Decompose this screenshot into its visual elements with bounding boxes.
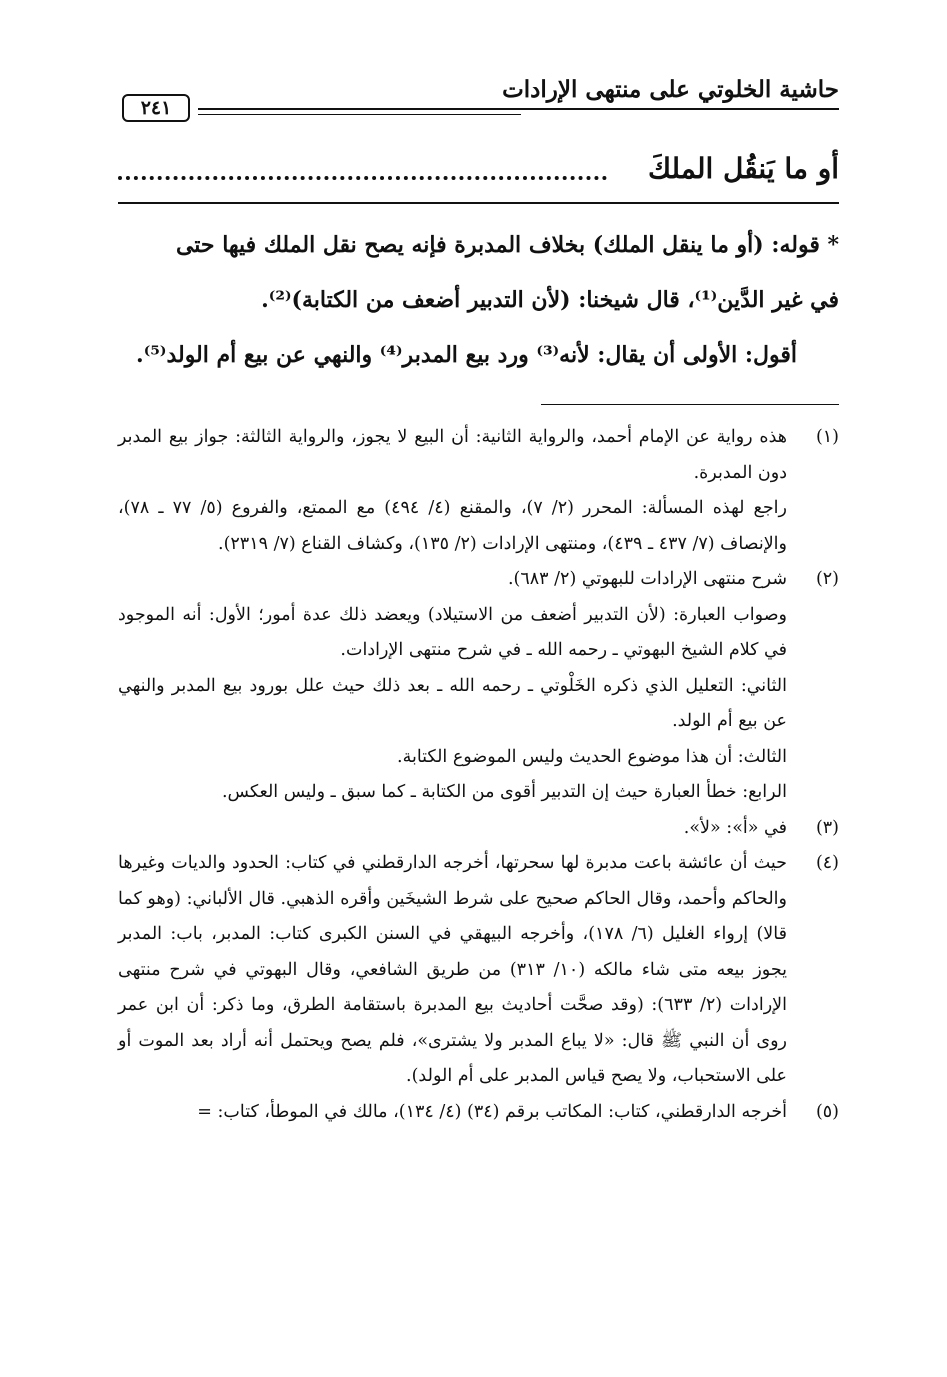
footnote-paragraph: شرح منتهى الإرادات للبهوتي (٢/ ٦٨٣). — [507, 569, 787, 589]
footnote-paragraph: وصواب العبارة: (لأن التدبير أضعف من الاستيلاد) ويعضد ذلك عدة أمور؛ الأول: أنه الموجود في كلام الشيخ البهوتي ـ رحمه الله ـ في شرح منتهى الإرادات. — [118, 604, 787, 660]
footnote-paragraph: الثاني: التعليل الذي ذكره الخَلْوتي ـ رحمه الله ـ بعد ذلك حيث علل بورود بيع المدبر والنهي عن بيع أم الولد. — [118, 675, 787, 731]
footnote-paragraph: أخرجه الدارقطني، كتاب: المكاتب برقم (٣٤) (٤/ ١٣٤)، مالك في الموطأ، كتاب: = — [197, 1101, 787, 1122]
page-number-text: ٢٤١ — [140, 97, 172, 119]
header-rule — [198, 108, 839, 110]
matn-rule — [118, 202, 839, 204]
header-rule-secondary — [198, 114, 521, 115]
matn-text: أو ما يَنقُل الملكَ — [647, 152, 839, 185]
page-number — [122, 94, 190, 122]
running-title: حاشية الخلوتي على منتهى الإرادات — [502, 76, 839, 103]
footnote-4 — [118, 846, 839, 1095]
matn-line — [118, 148, 839, 204]
footnote-number: (٣) — [815, 817, 839, 838]
footnote-paragraph: هذه رواية عن الإمام أحمد، والرواية الثانية: أن البيع لا يجوز، والرواية الثالثة: جواز بيع المدبر دون المدبرة. — [118, 427, 787, 483]
running-header — [118, 70, 839, 120]
footnote-number: (١) — [815, 427, 839, 447]
footnote-paragraph: في «أ»: «لأ». — [683, 817, 787, 838]
footnote-1 — [118, 420, 839, 562]
commentary-line-1: * قوله: (أو ما ينقل الملك) بخلاف المدبرة فإنه يصح نقل الملك فيها حتى — [175, 232, 839, 258]
commentary-line-3: أقول: الأولى أن يقال: لأنه⁽³⁾ ورد بيع المدبر⁽⁴⁾ والنهي عن بيع أم الولد⁽⁵⁾. — [136, 342, 797, 368]
footnote-paragraph: الثالث: أن هذا موضوع الحديث وليس الموضوع الكتابة. — [397, 746, 787, 767]
commentary-line-2: في غير الدَّين⁽¹⁾، قال شيخنا: (لأن التدبير أضعف من الكتابة)⁽²⁾. — [261, 287, 839, 313]
footnote-paragraph: راجع لهذه المسألة: المحرر (٢/ ٧)، والمقنع (٤/ ٤٩٤) مع الممتع، والفروع (٥/ ٧٧ ـ ٧٨)، والإنصاف (٧/ ٤٣٧ ـ ٤٣٩)، ومنتهى الإرادات (٢/ ١٣٥)، وكشاف القناع (٧/ ٢٣١٩). — [118, 498, 787, 554]
footnote-2 — [118, 562, 839, 811]
commentary-body — [118, 218, 839, 383]
footnote-5 — [118, 1095, 839, 1131]
footnotes — [118, 420, 839, 1130]
footnote-number: (٤) — [815, 853, 839, 873]
footnote-number: (٥) — [815, 1101, 839, 1122]
footnote-paragraph: حيث أن عائشة باعت مدبرة لها سحرتها، أخرجه الدارقطني في كتاب: الحدود والديات وغيرها والحاكم وأحمد، وقال الحاكم صحيح على شرط الشيخَين وأقره الذهبي. قال الألباني: (وهو كما قالا) إرواء الغليل (٦/ ١٧٨)، وأخرجه البيهقي في السنن الكبرى كتاب: المدبر، باب: المدبر يجوز بيعه متى شاء مالكه (١٠/ ٣١٣) من طريق الشافعي، وقال البهوتي في شرح منتهى الإرادات (٢/ ٦٣٣): (وقد صحَّت أحاديث بيع المدبرة باستقامة الطرق، وما ذكر: أن ابن عمر روى أن النبي ﷺ قال: «لا يباع المدبر ولا يشترى»، فلم يصح ويحتمل أنه أراد بعد الموت أو على الاستحباب، ولا يصح قياس المدبر على أم الولد). — [118, 853, 788, 1086]
footnote-number: (٢) — [815, 569, 839, 589]
footnote-paragraph: الرابع: خطأ العبارة حيث إن التدبير أقوى من الكتابة ـ كما سبق ـ وليس العكس. — [221, 782, 787, 802]
matn-dotted-leader — [118, 176, 607, 180]
footnote-separator — [541, 404, 839, 405]
footnote-3 — [118, 811, 839, 847]
